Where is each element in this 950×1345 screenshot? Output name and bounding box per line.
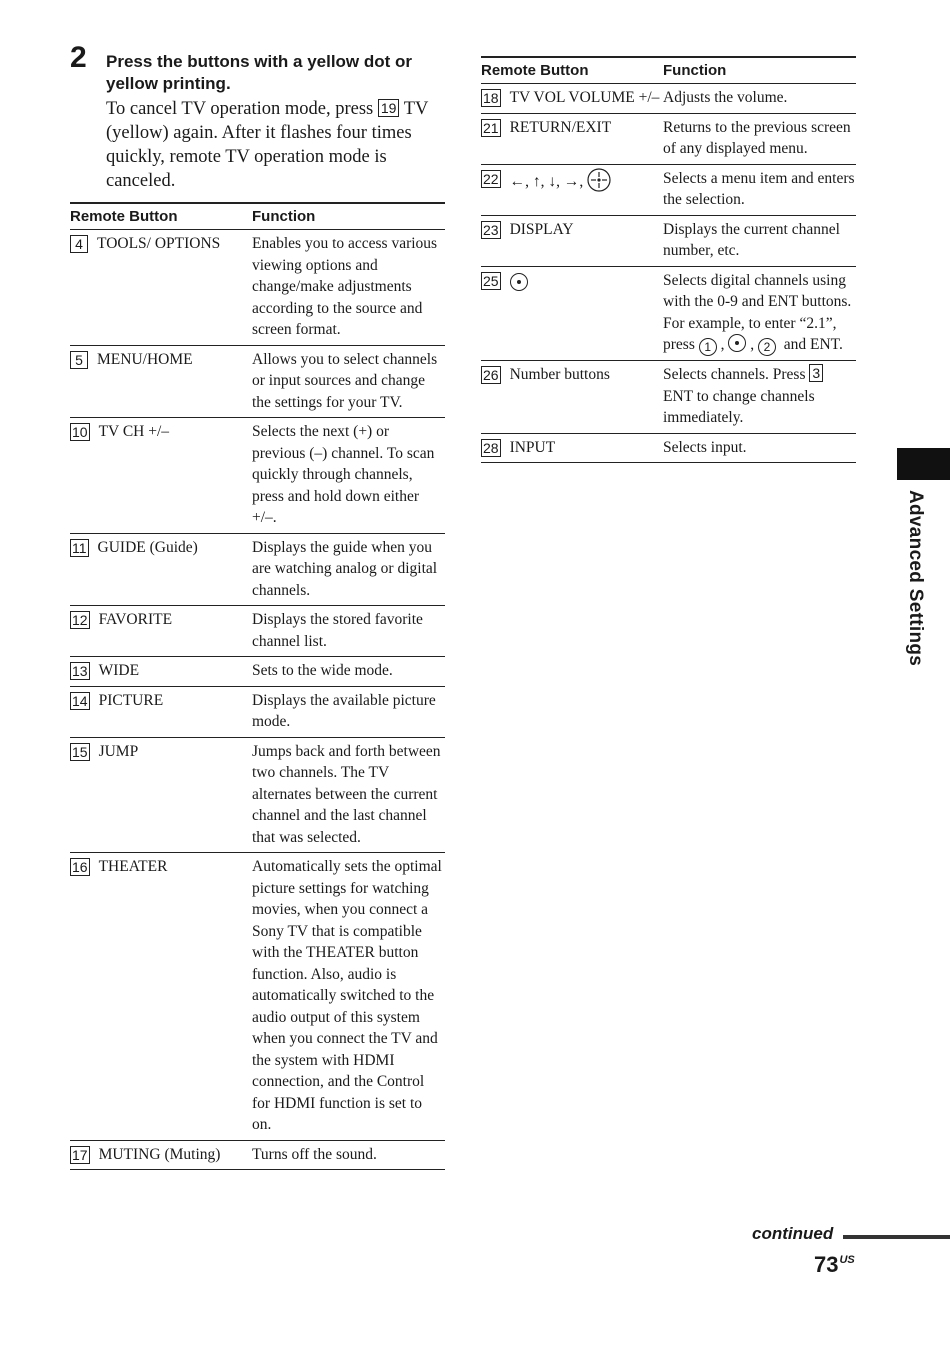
- button-name: JUMP: [98, 742, 139, 760]
- left-button-table: [70, 202, 445, 1170]
- function-text-pre: Selects digital channels using with the 0-9 and ENT buttons. For example, to enter “2.1”, press: [663, 271, 852, 353]
- table-row: [481, 84, 856, 114]
- arrow-buttons: [510, 168, 612, 193]
- button-number: 18: [483, 90, 499, 106]
- button-name: WIDE: [98, 662, 140, 679]
- header-remote-button: Remote Button: [481, 57, 663, 84]
- header-function: Function: [663, 57, 856, 84]
- dot-key-icon: [728, 334, 746, 352]
- button-number: 10: [72, 424, 88, 440]
- button-number: 26: [483, 367, 499, 383]
- table-row: [481, 266, 856, 361]
- button-name: GUIDE (Guide): [97, 538, 198, 556]
- button-function: [663, 361, 856, 434]
- dot-button-icon: [510, 273, 528, 291]
- button-function: Enables you to access various viewing options and change/make adjustments according to the source and screen format.: [252, 230, 445, 346]
- button-number: 5: [70, 351, 88, 369]
- button-name: FAVORITE: [98, 611, 173, 628]
- button-number: 15: [72, 743, 88, 760]
- button-function: Allows you to select channels or input sources and change the settings for your TV.: [252, 345, 445, 418]
- table-row: [70, 230, 445, 346]
- button-number: 25: [483, 272, 499, 289]
- table-row: [70, 345, 445, 418]
- button-number: 4: [70, 235, 88, 253]
- button-function: Selects the next (+) or previous (–) channel. To scan quickly through channels, press and hold down either +/–.: [252, 418, 445, 534]
- table-row: [481, 361, 856, 434]
- function-text-post: and ENT.: [783, 336, 843, 353]
- step-body: [106, 97, 445, 193]
- right-button-table: [481, 56, 856, 463]
- step-title: Press the buttons with a yellow dot or yellow printing.: [106, 52, 413, 93]
- table-row: [481, 433, 856, 463]
- button-name: TV CH +/–: [98, 423, 170, 440]
- header-remote-button: Remote Button: [70, 203, 252, 230]
- continued-rule: [843, 1235, 950, 1239]
- function-text-post: ENT to change channels immediately.: [663, 387, 815, 426]
- button-number: 23: [483, 221, 499, 238]
- continued-label: continued: [752, 1224, 834, 1243]
- button-number: 11: [72, 539, 87, 556]
- table-row: [70, 853, 445, 1141]
- button-name: PICTURE: [98, 691, 164, 709]
- ref-number-19: 19: [378, 99, 400, 117]
- table-row: [70, 606, 445, 657]
- page-number: [814, 1252, 855, 1278]
- button-function: Displays the stored favorite channel list.: [252, 606, 445, 657]
- button-function: Selects a menu item and enters the selection.: [663, 164, 856, 215]
- button-name: RETURN/EXIT: [509, 118, 612, 136]
- function-text-pre: Selects channels. Press: [663, 366, 806, 383]
- table-row: [70, 737, 445, 853]
- step-section: [70, 42, 445, 193]
- button-function: Sets to the wide mode.: [252, 657, 445, 687]
- table-row: [70, 1140, 445, 1170]
- button-name: Number buttons: [509, 366, 610, 383]
- button-name: TOOLS/ OPTIONS: [97, 235, 221, 252]
- button-function: Selects input.: [663, 433, 856, 463]
- button-name: INPUT: [509, 438, 556, 456]
- key-2-icon: 2: [758, 338, 776, 356]
- button-function: Turns off the sound.: [252, 1140, 445, 1170]
- section-tab-marker: [897, 448, 950, 480]
- button-function: Selects digital channels using with the 0-9 and ENT buttons. For example, to enter “2.1”, press 1 , , 2 and ENT.: [663, 266, 856, 361]
- button-function: Automatically sets the optimal picture settings for watching movies, when you connect a Sony TV that is compatible with the THEATER button function. Also, audio is automatically switched to the audio output of this system when you connect the TV and the system with HDMI connection, and the Control for HDMI function is set to on.: [252, 853, 445, 1141]
- step-body-pre: To cancel TV operation mode, press: [106, 99, 374, 119]
- table-row: [70, 418, 445, 534]
- button-function: Displays the current channel number, etc.: [663, 215, 856, 266]
- button-function: Displays the guide when you are watching analog or digital channels.: [252, 533, 445, 606]
- page-number-value: 73: [814, 1252, 839, 1277]
- step-number: 2: [70, 41, 87, 74]
- table-row: [481, 113, 856, 164]
- button-number: 16: [72, 859, 88, 875]
- button-name: TV VOL VOLUME +/–: [509, 89, 660, 106]
- button-name: MENU/HOME: [97, 350, 193, 368]
- button-number: 28: [483, 439, 499, 456]
- table-row: [481, 215, 856, 266]
- table-header-row: [481, 57, 856, 84]
- header-function: Function: [252, 203, 445, 230]
- arrow-keys-text: ←, ↑, ↓, →,: [509, 172, 584, 190]
- button-function: Adjusts the volume.: [663, 84, 856, 114]
- section-tab-label: Advanced Settings: [905, 490, 926, 667]
- table-row: [481, 164, 856, 215]
- button-function: Returns to the previous screen of any displayed menu.: [663, 113, 856, 164]
- button-name: MUTING (Muting): [98, 1145, 221, 1163]
- button-number: 17: [72, 1146, 88, 1163]
- button-number: 14: [72, 692, 88, 709]
- button-number: 12: [72, 612, 88, 628]
- key-1-icon: 1: [699, 338, 717, 356]
- step-body-post: TV (yellow) again. After it flashes four times quickly, remote TV operation mode is canceled.: [106, 99, 429, 191]
- button-name: THEATER: [98, 858, 168, 875]
- table-row: [70, 533, 445, 606]
- table-header-row: [70, 203, 445, 230]
- button-number: 22: [483, 170, 499, 187]
- button-function: Displays the available picture mode.: [252, 686, 445, 737]
- button-name: DISPLAY: [509, 220, 574, 238]
- button-number: 13: [72, 663, 88, 679]
- table-row: [70, 686, 445, 737]
- button-function: Jumps back and forth between two channels. The TV alternates between the current channel and the last channel that was selected.: [252, 737, 445, 853]
- button-number: 21: [483, 119, 499, 136]
- table-row: [70, 657, 445, 687]
- page-number-suffix: US: [839, 1254, 855, 1266]
- ref-number-3: 3: [809, 364, 823, 382]
- enter-circle-icon: [587, 168, 611, 192]
